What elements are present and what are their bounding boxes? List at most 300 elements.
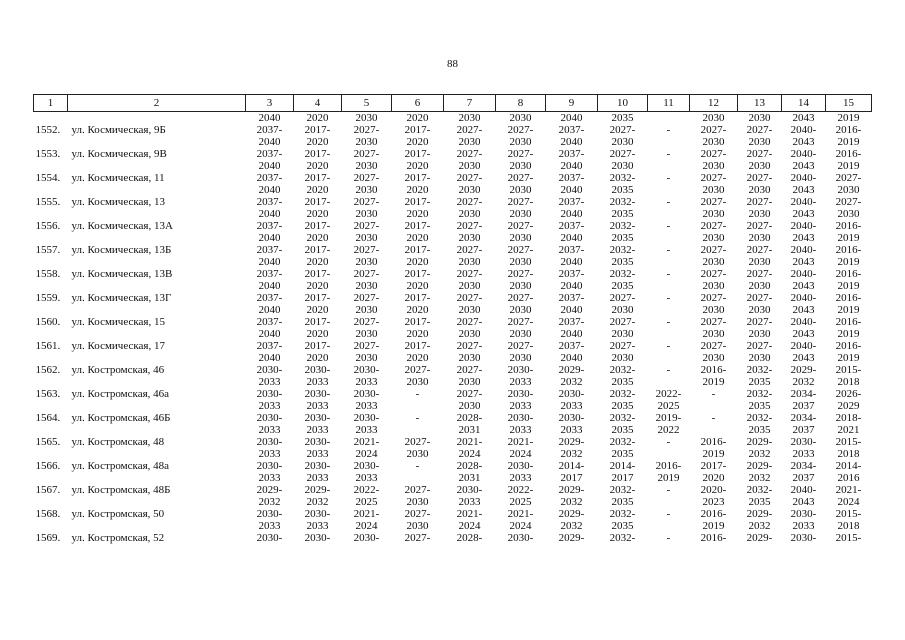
period-start: -	[666, 316, 671, 328]
period-cell	[738, 316, 782, 340]
period-start: 2027-	[746, 148, 773, 160]
period-start: 2029-	[558, 532, 585, 544]
period-end: 2035	[611, 520, 634, 532]
period-cell	[342, 436, 392, 460]
period-start: 2017-	[304, 196, 331, 208]
period-cell	[294, 196, 342, 220]
period-end: 2043	[792, 352, 815, 364]
table-row	[34, 124, 872, 148]
period-end: 2030	[509, 208, 532, 220]
period-end: 2020	[306, 208, 329, 220]
period-cell	[690, 292, 738, 316]
period-end	[650, 208, 688, 220]
period-end: 2030	[458, 232, 481, 244]
period-cell	[826, 292, 872, 316]
carry-cell: 2030	[458, 112, 481, 124]
period-start: 2017-	[304, 316, 331, 328]
period-end	[650, 448, 688, 460]
period-end: 2020	[406, 232, 429, 244]
period-start: 2026-	[835, 388, 862, 400]
period-cell	[444, 220, 496, 244]
period-end: 2030	[702, 304, 725, 316]
row-number: 1558.	[35, 268, 61, 280]
period-cell	[444, 244, 496, 268]
period-start: 2016-	[835, 148, 862, 160]
period-cell	[782, 316, 826, 340]
period-start: 2027-	[353, 292, 380, 304]
period-cell	[826, 196, 872, 220]
period-end: 2040	[560, 232, 583, 244]
period-end: 2043	[792, 328, 815, 340]
period-end: 2030	[702, 208, 725, 220]
period-start: -	[666, 436, 671, 448]
address-cell: ул. Космическая, 9В	[71, 148, 167, 160]
period-cell	[294, 124, 342, 148]
period-cell	[546, 172, 598, 196]
carry-cell: 2030	[355, 112, 378, 124]
carry-cell: 2030	[748, 112, 771, 124]
period-end: 2019	[837, 352, 860, 364]
period-cell	[648, 340, 690, 364]
period-start: 2037-	[558, 292, 585, 304]
period-end: 2019	[702, 376, 725, 388]
period-cell	[690, 124, 738, 148]
period-cell	[496, 244, 546, 268]
period-start: -	[666, 148, 671, 160]
period-end: 2031	[458, 472, 481, 484]
period-end: 2030	[748, 208, 771, 220]
period-end	[650, 136, 688, 148]
period-cell	[782, 220, 826, 244]
period-start: 2032-	[609, 532, 636, 544]
period-cell	[392, 292, 444, 316]
column-header: 9	[546, 95, 598, 112]
period-end	[692, 424, 736, 436]
period-cell	[648, 484, 690, 508]
period-cell	[496, 412, 546, 436]
period-cell	[392, 316, 444, 340]
period-cell	[444, 316, 496, 340]
carry-cell: 2043	[792, 112, 815, 124]
period-start: 2037-	[558, 244, 585, 256]
period-start: 2030-	[256, 412, 283, 424]
period-start: 2037-	[558, 148, 585, 160]
period-end: 2030	[509, 184, 532, 196]
period-cell	[546, 340, 598, 364]
period-start: 2037-	[256, 316, 283, 328]
period-cell	[496, 268, 546, 292]
period-start: 2027-	[353, 316, 380, 328]
period-end: 2030	[509, 232, 532, 244]
period-start: 2027-	[507, 124, 534, 136]
period-start: 2040-	[790, 292, 817, 304]
period-cell	[294, 460, 342, 484]
period-start: -	[666, 196, 671, 208]
period-end: 2018	[837, 376, 860, 388]
period-start: 2027-	[456, 172, 483, 184]
period-start: 2040-	[790, 484, 817, 496]
period-cell	[826, 484, 872, 508]
period-start: 2027-	[746, 124, 773, 136]
period-start: 2017-	[404, 292, 431, 304]
period-cell	[246, 340, 294, 364]
period-end	[650, 160, 688, 172]
period-start: 2017-	[404, 268, 431, 280]
period-start: 2027-	[456, 388, 483, 400]
period-cell	[246, 388, 294, 412]
period-cell	[826, 124, 872, 148]
period-start: 2014-	[558, 460, 585, 472]
period-start: 2030-	[353, 388, 380, 400]
period-end: 2030	[458, 400, 481, 412]
period-start: 2027-	[700, 316, 727, 328]
period-start: 2017-	[404, 316, 431, 328]
period-cell	[246, 484, 294, 508]
period-end	[740, 544, 780, 556]
address-cell: ул. Костромская, 46	[71, 364, 165, 376]
period-cell	[246, 412, 294, 436]
period-cell	[246, 196, 294, 220]
period-cell	[782, 196, 826, 220]
period-start: -	[666, 220, 671, 232]
period-start: 2029-	[558, 508, 585, 520]
period-start: 2037-	[558, 316, 585, 328]
period-start: 2021-	[507, 508, 534, 520]
period-end: 2033	[792, 520, 815, 532]
period-end: 2020	[306, 304, 329, 316]
period-end	[296, 544, 340, 556]
period-end: 2020	[406, 280, 429, 292]
period-start: 2027-	[456, 124, 483, 136]
period-end: 2040	[560, 280, 583, 292]
table-row	[34, 220, 872, 244]
period-end: 2024	[837, 496, 860, 508]
period-end: 2030	[611, 328, 634, 340]
period-cell	[342, 148, 392, 172]
period-start: 2037-	[256, 268, 283, 280]
period-start: 2021-	[456, 508, 483, 520]
period-end: 2019	[657, 472, 680, 484]
period-end: 2035	[611, 232, 634, 244]
period-end: 2030	[748, 280, 771, 292]
row-number: 1560.	[35, 316, 61, 328]
period-start: -	[666, 244, 671, 256]
period-start: 2040-	[790, 340, 817, 352]
period-start: 2029-	[746, 532, 773, 544]
period-cell	[738, 364, 782, 388]
period-end: 2024	[509, 448, 532, 460]
period-start: 2037-	[256, 340, 283, 352]
period-cell	[546, 316, 598, 340]
period-start: 2027-	[404, 364, 431, 376]
period-end: 2030	[748, 232, 771, 244]
period-cell	[598, 124, 648, 148]
period-cell	[246, 148, 294, 172]
period-start: 2021-	[353, 508, 380, 520]
period-cell	[598, 532, 648, 556]
period-cell	[690, 196, 738, 220]
period-start: 2030-	[456, 484, 483, 496]
period-start: 2037-	[558, 124, 585, 136]
period-end: 2033	[509, 424, 532, 436]
period-end: 2030	[355, 136, 378, 148]
period-end: 2020	[406, 328, 429, 340]
period-start: 2016-	[835, 268, 862, 280]
period-end: 2037	[792, 424, 815, 436]
period-end: 2030	[355, 304, 378, 316]
period-start: 2030-	[558, 388, 585, 400]
address-cell: ул. Космическая, 13А	[71, 220, 173, 232]
period-start: 2029-	[746, 508, 773, 520]
period-start: 2034-	[790, 460, 817, 472]
period-start: 2027-	[456, 364, 483, 376]
period-end: 2019	[702, 448, 725, 460]
period-end: 2043	[792, 304, 815, 316]
period-cell	[496, 460, 546, 484]
period-cell	[444, 148, 496, 172]
period-end: 2030	[355, 160, 378, 172]
period-cell	[496, 124, 546, 148]
period-cell	[496, 436, 546, 460]
period-cell	[690, 436, 738, 460]
period-start: 2027-	[507, 148, 534, 160]
period-cell	[738, 508, 782, 532]
period-cell	[598, 484, 648, 508]
period-cell	[546, 508, 598, 532]
period-start: 2030-	[256, 508, 283, 520]
address-cell: ул. Космическая, 13Б	[71, 244, 172, 256]
period-end: 2033	[258, 448, 281, 460]
period-cell	[598, 460, 648, 484]
period-start: 2027-	[507, 172, 534, 184]
period-start: 2030-	[304, 532, 331, 544]
period-cell	[690, 388, 738, 412]
period-end: 2030	[355, 328, 378, 340]
period-end	[650, 232, 688, 244]
period-start: -	[415, 460, 420, 472]
period-cell	[826, 220, 872, 244]
period-cell	[648, 436, 690, 460]
period-cell	[496, 532, 546, 556]
period-end: 2043	[792, 256, 815, 268]
period-cell	[294, 436, 342, 460]
period-end: 2030	[406, 496, 429, 508]
period-end	[650, 520, 688, 532]
period-cell	[738, 484, 782, 508]
carry-cell: 2020	[306, 112, 329, 124]
period-end: 2040	[258, 256, 281, 268]
period-cell	[738, 532, 782, 556]
period-start: 2016-	[835, 220, 862, 232]
period-cell	[738, 292, 782, 316]
period-start: 2037-	[256, 220, 283, 232]
period-start: 2029-	[746, 460, 773, 472]
period-end: 2030	[702, 160, 725, 172]
address-cell: ул. Космическая, 13	[71, 196, 165, 208]
period-start: 2034-	[790, 388, 817, 400]
period-cell	[546, 148, 598, 172]
period-end: 2030	[748, 256, 771, 268]
period-start: 2027-	[507, 316, 534, 328]
period-cell	[392, 412, 444, 436]
period-end: 2030	[458, 136, 481, 148]
period-cell	[342, 412, 392, 436]
period-start: 2018-	[835, 412, 862, 424]
period-start: 2027-	[353, 148, 380, 160]
period-start: 2022-	[353, 484, 380, 496]
period-start: 2027-	[609, 316, 636, 328]
period-cell	[690, 364, 738, 388]
table-row	[34, 244, 872, 268]
period-end: 2023	[702, 496, 725, 508]
period-end: 2040	[560, 304, 583, 316]
period-cell	[690, 172, 738, 196]
period-cell	[648, 196, 690, 220]
row-number: 1554.	[35, 172, 61, 184]
period-start: 2032-	[609, 484, 636, 496]
period-end: 2030	[509, 160, 532, 172]
period-cell	[598, 316, 648, 340]
period-end: 2043	[792, 496, 815, 508]
period-cell	[598, 220, 648, 244]
period-start: 2027-	[456, 292, 483, 304]
period-end: 2035	[611, 424, 634, 436]
period-start: 2040-	[790, 220, 817, 232]
period-start: 2032-	[609, 172, 636, 184]
period-start: 2030-	[353, 460, 380, 472]
period-cell	[546, 364, 598, 388]
period-start: 2017-	[404, 340, 431, 352]
period-cell	[826, 268, 872, 292]
period-cell	[738, 148, 782, 172]
carry-cell: 2030	[509, 112, 532, 124]
period-start: 2015-	[835, 532, 862, 544]
period-cell	[826, 532, 872, 556]
period-start: 2027-	[746, 172, 773, 184]
period-cell	[444, 388, 496, 412]
period-cell	[392, 268, 444, 292]
row-number: 1559.	[35, 292, 61, 304]
period-cell	[444, 412, 496, 436]
period-cell	[690, 244, 738, 268]
period-end: 2035	[748, 400, 771, 412]
table-row	[34, 388, 872, 412]
address-cell: ул. Костромская, 48Б	[71, 484, 171, 496]
period-start: 2027-	[507, 220, 534, 232]
period-start: 2027-	[746, 268, 773, 280]
period-cell	[648, 316, 690, 340]
period-start: 2032-	[746, 412, 773, 424]
table-row	[34, 484, 872, 508]
period-cell	[444, 508, 496, 532]
period-start: 2032-	[609, 196, 636, 208]
period-start: 2030-	[507, 532, 534, 544]
period-cell	[294, 244, 342, 268]
period-cell	[496, 508, 546, 532]
period-cell	[598, 292, 648, 316]
period-start: 2027-	[700, 148, 727, 160]
period-start: 2037-	[558, 220, 585, 232]
period-start: 2017-	[304, 292, 331, 304]
table-body	[34, 112, 872, 557]
period-start: 2027-	[507, 244, 534, 256]
period-end	[248, 544, 292, 556]
period-start: 2030-	[507, 364, 534, 376]
period-start: 2022-	[507, 484, 534, 496]
period-start: 2032-	[609, 244, 636, 256]
period-start: 2017-	[404, 196, 431, 208]
period-start: -	[711, 412, 716, 424]
period-start: 2030-	[304, 508, 331, 520]
period-end	[600, 544, 646, 556]
period-start: 2030-	[256, 364, 283, 376]
period-cell	[738, 460, 782, 484]
period-end: 2032	[306, 496, 329, 508]
column-header: 4	[294, 95, 342, 112]
period-end	[344, 544, 390, 556]
period-end: 2020	[406, 208, 429, 220]
period-start: 2027-	[746, 316, 773, 328]
period-cell	[826, 412, 872, 436]
period-cell	[342, 508, 392, 532]
period-cell	[392, 508, 444, 532]
period-cell	[444, 484, 496, 508]
row-number: 1567.	[35, 484, 61, 496]
row-number: 1553.	[35, 148, 61, 160]
period-cell	[496, 292, 546, 316]
period-start: 2027-	[700, 196, 727, 208]
period-cell	[648, 292, 690, 316]
table-row	[34, 196, 872, 220]
table-row	[34, 268, 872, 292]
period-cell	[782, 412, 826, 436]
period-start: 2040-	[790, 124, 817, 136]
period-start: 2015-	[835, 436, 862, 448]
period-end: 2040	[258, 184, 281, 196]
period-end: 2018	[837, 520, 860, 532]
period-start: 2027-	[353, 244, 380, 256]
period-end	[650, 280, 688, 292]
period-end: 2035	[611, 400, 634, 412]
period-end: 2030	[458, 304, 481, 316]
period-start: 2032-	[609, 436, 636, 448]
period-start: 2017-	[404, 148, 431, 160]
period-start: 2016-	[700, 436, 727, 448]
period-end: 2033	[306, 424, 329, 436]
period-start: 2030-	[790, 532, 817, 544]
period-cell	[342, 484, 392, 508]
period-end: 2033	[258, 376, 281, 388]
period-cell	[294, 268, 342, 292]
period-cell	[690, 148, 738, 172]
period-cell	[598, 340, 648, 364]
period-start: 2016-	[835, 124, 862, 136]
period-end: 2033	[306, 448, 329, 460]
period-cell	[546, 412, 598, 436]
period-end: 2030	[458, 160, 481, 172]
period-cell	[246, 316, 294, 340]
period-cell	[246, 364, 294, 388]
period-cell	[782, 124, 826, 148]
period-end: 2030	[509, 280, 532, 292]
period-end	[650, 352, 688, 364]
row-number: 1557.	[35, 244, 61, 256]
period-end: 2017	[611, 472, 634, 484]
period-start: 2030-	[304, 436, 331, 448]
period-cell	[782, 292, 826, 316]
address-cell: ул. Костромская, 50	[71, 508, 165, 520]
period-end	[692, 400, 736, 412]
